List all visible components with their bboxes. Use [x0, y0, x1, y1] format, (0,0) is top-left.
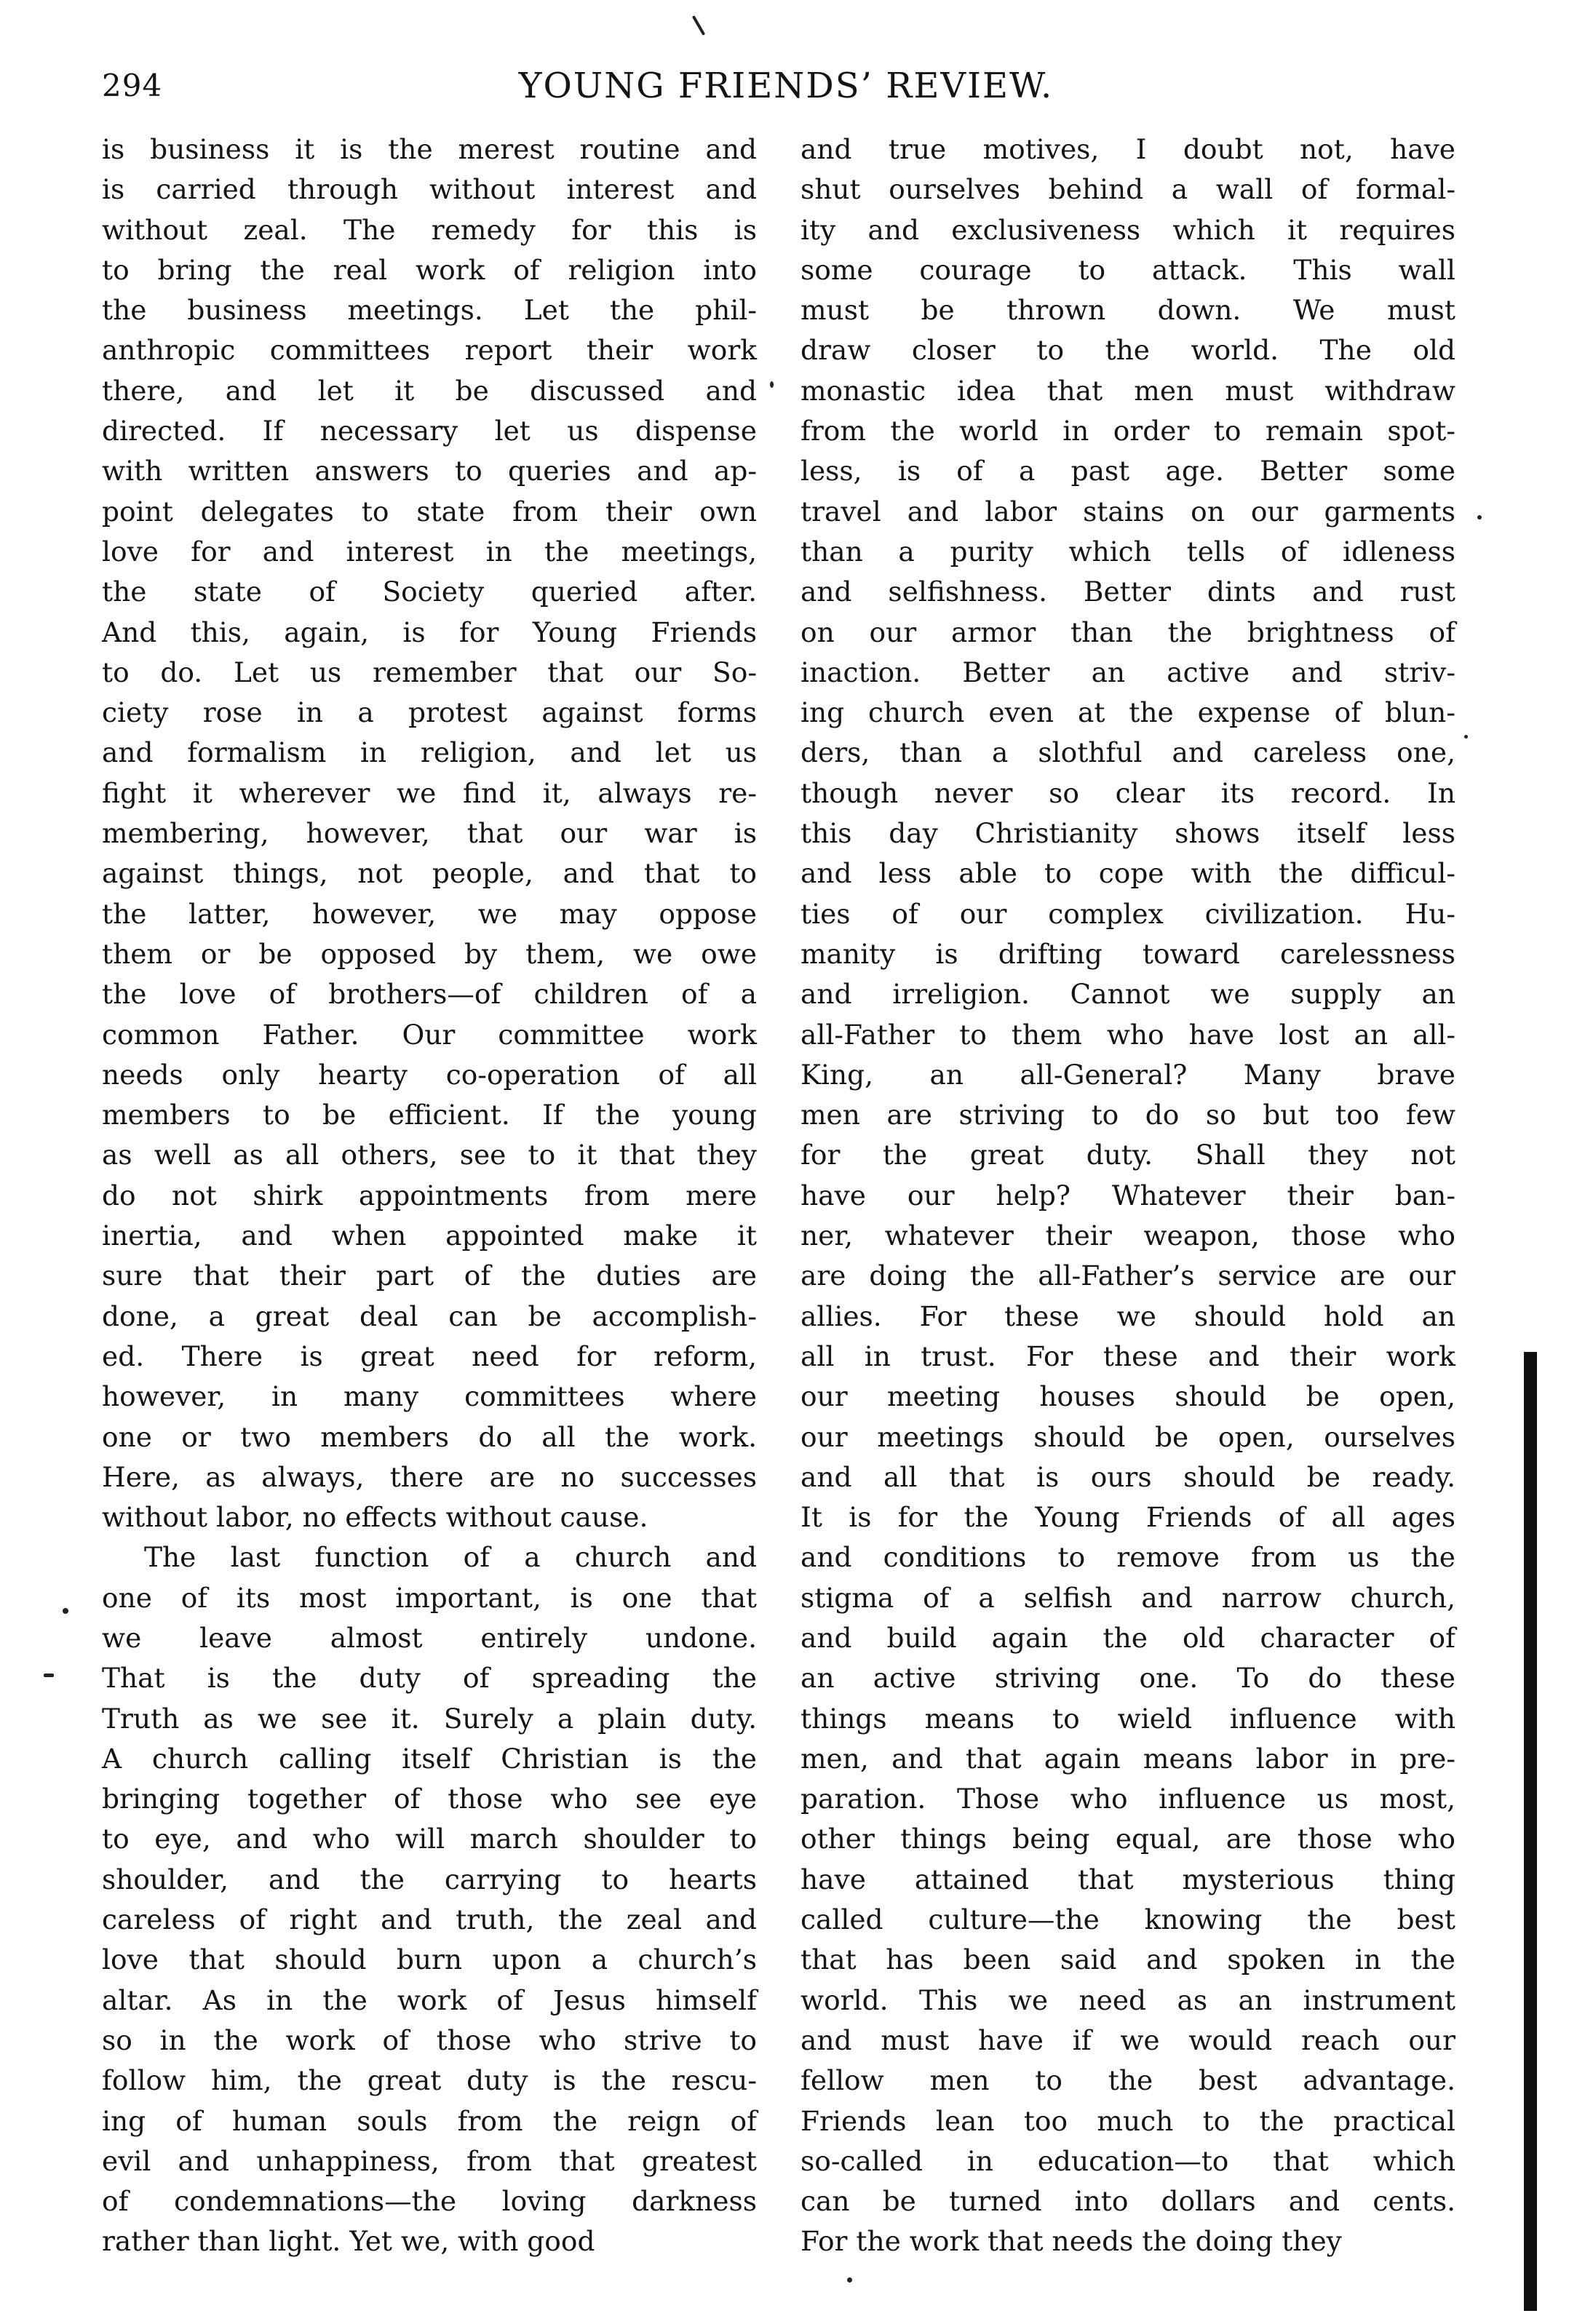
left-column: [102, 130, 757, 2262]
text-line: have our help? Whatever their ban-: [801, 1179, 1455, 1211]
text-line: fellow men to the best advantage.: [801, 2064, 1455, 2097]
text-line: altar. As in the work of Jesus himself: [102, 1983, 757, 2016]
text-line: follow him, the great duty is the rescu-: [102, 2064, 757, 2097]
text-line: inaction. Better an active and striv-: [801, 656, 1455, 688]
text-line: our meetings should be open, ourselves: [801, 1420, 1455, 1453]
text-line: inertia, and when appointed make it: [102, 1219, 757, 1252]
text-line: that has been said and spoken in the: [801, 1943, 1455, 1976]
text-line: love for and interest in the meetings,: [102, 535, 757, 568]
text-line: so in the work of those who strive to: [102, 2023, 757, 2056]
text-line: without labor, no effects without cause.: [102, 1501, 648, 1534]
text-line: ciety rose in a protest against forms: [102, 696, 757, 729]
text-line: on our armor than the brightness of: [801, 616, 1455, 648]
text-line: evil and unhappiness, from that greatest: [102, 2144, 757, 2177]
text-line: sure that their part of the duties are: [102, 1260, 757, 1292]
text-line: careless of right and truth, the zeal and: [102, 1903, 757, 1936]
text-line: ed. There is great need for reform,: [102, 1340, 757, 1372]
text-line: other things being equal, are those who: [801, 1823, 1455, 1855]
text-line: against things, not people, and that to: [102, 857, 757, 890]
scan-speck: [847, 2277, 852, 2283]
text-line: shut ourselves behind a wall of formal-: [801, 173, 1455, 206]
text-line: called culture—the knowing the best: [801, 1903, 1455, 1936]
text-line: ner, whatever their weapon, those who: [801, 1219, 1455, 1252]
text-line: have attained that mysterious thing: [801, 1863, 1455, 1895]
text-line: and conditions to remove from us the: [801, 1541, 1455, 1574]
text-line: For the work that needs the doing they: [801, 2225, 1342, 2258]
text-line: That is the duty of spreading the: [102, 1662, 757, 1695]
text-line: things means to wield influence with: [801, 1702, 1455, 1735]
text-line: we leave almost entirely undone.: [102, 1621, 757, 1654]
text-line: the business meetings. Let the phil-: [102, 294, 757, 327]
right-column: [801, 130, 1455, 2262]
text-line: Truth as we see it. Surely a plain duty.: [102, 1702, 757, 1735]
text-line: the latter, however, we may oppose: [102, 897, 757, 930]
text-line: King, an all-General? Many brave: [801, 1058, 1455, 1091]
text-line: It is for the Young Friends of all ages: [801, 1501, 1455, 1534]
text-line: members to be efficient. If the young: [102, 1099, 757, 1131]
text-line: can be turned into dollars and cents.: [801, 2185, 1455, 2218]
text-line: ing church even at the expense of blun-: [801, 696, 1455, 729]
text-line: and irreligion. Cannot we supply an: [801, 978, 1455, 1011]
text-line: and formalism in religion, and let us: [102, 736, 757, 769]
text-line: travel and labor stains on our garments: [801, 495, 1455, 528]
text-line: anthropic committees report their work: [102, 334, 757, 367]
text-line: membering, however, that our war is: [102, 817, 757, 850]
scan-speck: [770, 381, 774, 388]
text-line: ties of our complex civilization. Hu-: [801, 897, 1455, 930]
text-line: there, and let it be discussed and: [102, 374, 757, 407]
text-line: ing of human souls from the reign of: [102, 2104, 757, 2137]
text-line: draw closer to the world. The old: [801, 334, 1455, 367]
text-line: without zeal. The remedy for this is: [102, 213, 757, 246]
margin-scan-bar: [1524, 1352, 1537, 2311]
text-line: men are striving to do so but too few: [801, 1099, 1455, 1131]
text-line: the state of Society queried after.: [102, 576, 757, 608]
text-line: stigma of a selfish and narrow church,: [801, 1581, 1455, 1614]
text-line: and selfishness. Better dints and rust: [801, 576, 1455, 608]
text-line: Here, as always, there are no successes: [102, 1460, 757, 1493]
text-line: world. This we need as an instrument: [801, 1983, 1455, 2016]
text-line: though never so clear its record. In: [801, 776, 1455, 809]
text-line: them or be opposed by them, we owe: [102, 937, 757, 970]
page-number: 294: [102, 68, 163, 103]
text-line: is carried through without interest and: [102, 173, 757, 206]
scan-speck: [63, 1608, 68, 1614]
text-line: ders, than a slothful and careless one,: [801, 736, 1455, 769]
text-line: to do. Let us remember that our So-: [102, 656, 757, 688]
text-line: and all that is ours should be ready.: [801, 1460, 1455, 1493]
text-line: and build again the old character of: [801, 1621, 1455, 1654]
text-line: and less able to cope with the difficul-: [801, 857, 1455, 890]
text-line: to bring the real work of religion into: [102, 253, 757, 286]
running-title: YOUNG FRIENDS’ REVIEW.: [518, 65, 1054, 106]
text-line: as well as all others, see to it that they: [102, 1139, 757, 1171]
text-line: to eye, and who will march shoulder to: [102, 1823, 757, 1855]
scan-speck: [44, 1674, 54, 1677]
text-line: for the great duty. Shall they not: [801, 1139, 1455, 1171]
text-line: love that should burn upon a church’s: [102, 1943, 757, 1976]
text-line: our meeting houses should be open,: [801, 1380, 1455, 1413]
text-line: one or two members do all the work.: [102, 1420, 757, 1453]
text-line: this day Christianity shows itself less: [801, 817, 1455, 850]
text-line: less, is of a past age. Better some: [801, 455, 1455, 488]
text-line: an active striving one. To do these: [801, 1662, 1455, 1695]
text-line: manity is drifting toward carelessness: [801, 937, 1455, 970]
text-line: needs only hearty co-operation of all: [102, 1058, 757, 1091]
text-line: and true motives, I doubt not, have: [801, 133, 1455, 165]
scan-speck: [1464, 735, 1468, 739]
scan-speck: [1477, 515, 1482, 520]
text-line: directed. If necessary let us dispense: [102, 415, 757, 447]
text-line: monastic idea that men must withdraw: [801, 374, 1455, 407]
text-line: however, in many committees where: [102, 1380, 757, 1413]
scan-speck: [692, 15, 705, 36]
text-line: fight it wherever we find it, always re-: [102, 776, 757, 809]
text-line: and must have if we would reach our: [801, 2023, 1455, 2056]
text-line: do not shirk appointments from mere: [102, 1179, 757, 1211]
text-line: one of its most important, is one that: [102, 1581, 757, 1614]
text-line: all-Father to them who have lost an all-: [801, 1018, 1455, 1051]
text-line: ity and exclusiveness which it requires: [801, 213, 1455, 246]
text-line: The last function of a church and: [144, 1541, 757, 1574]
text-line: common Father. Our committee work: [102, 1018, 757, 1051]
text-line: done, a great deal can be accomplish-: [102, 1300, 757, 1332]
text-line: bringing together of those who see eye: [102, 1783, 757, 1815]
text-line: some courage to attack. This wall: [801, 253, 1455, 286]
text-line: allies. For these we should hold an: [801, 1300, 1455, 1332]
text-line: shoulder, and the carrying to hearts: [102, 1863, 757, 1895]
text-line: are doing the all-Father’s service are our: [801, 1260, 1455, 1292]
text-line: must be thrown down. We must: [801, 294, 1455, 327]
text-line: rather than light. Yet we, with good: [102, 2225, 595, 2258]
text-line: of condemnations—the loving darkness: [102, 2185, 757, 2218]
text-line: from the world in order to remain spot-: [801, 415, 1455, 447]
text-line: paration. Those who influence us most,: [801, 1783, 1455, 1815]
text-line: point delegates to state from their own: [102, 495, 757, 528]
text-line: is business it is the merest routine and: [102, 133, 757, 165]
text-line: A church calling itself Christian is the: [102, 1742, 757, 1775]
text-line: And this, again, is for Young Friends: [102, 616, 757, 648]
text-line: so-called in education—to that which: [801, 2144, 1455, 2177]
text-line: Friends lean too much to the practical: [801, 2104, 1455, 2137]
text-line: men, and that again means labor in pre-: [801, 1742, 1455, 1775]
text-line: with written answers to queries and ap-: [102, 455, 757, 488]
text-line: all in trust. For these and their work: [801, 1340, 1455, 1372]
text-line: than a purity which tells of idleness: [801, 535, 1455, 568]
running-header: [102, 57, 1470, 115]
text-line: the love of brothers—of children of a: [102, 978, 757, 1011]
